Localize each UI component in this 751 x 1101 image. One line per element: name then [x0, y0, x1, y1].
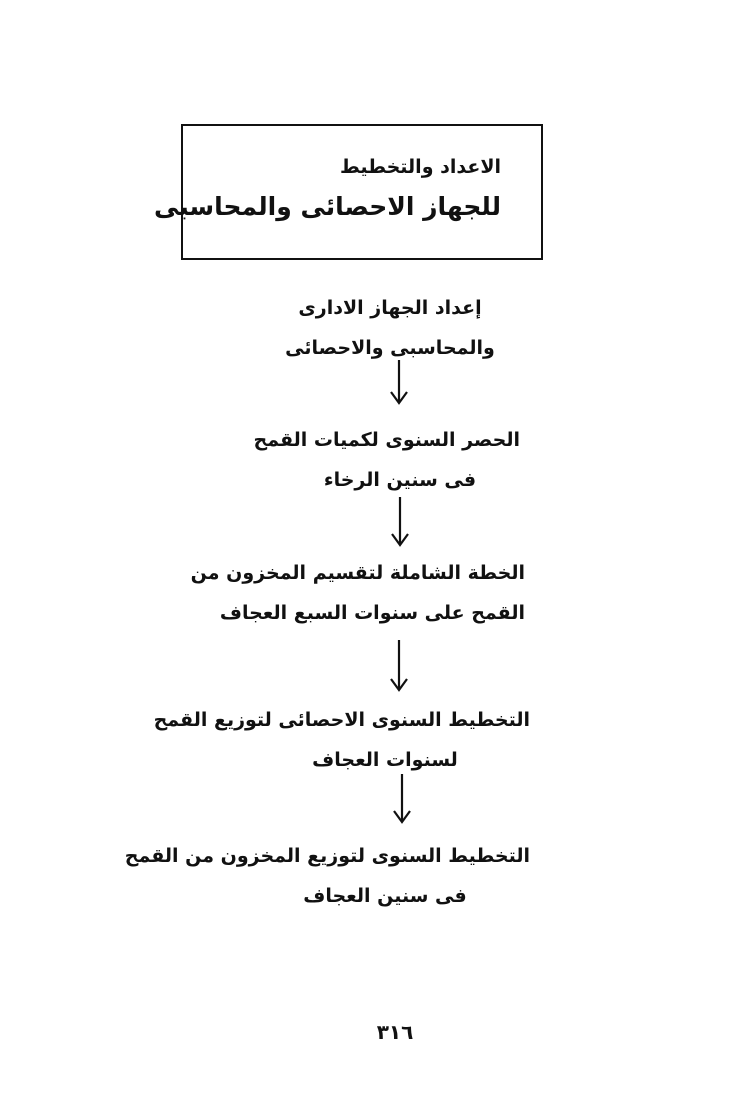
page-number: ٣١٦: [376, 1020, 414, 1044]
flow-step-3: [190, 553, 525, 633]
flow-step-1-line-1: إعداد الجهاز الادارى: [298, 297, 482, 319]
flow-step-5-line-2: فى سنين العجاف: [303, 885, 467, 907]
flow-step-5-line-1: التخطيط السنوى لتوزيع المخزون من القمح: [124, 845, 530, 867]
down-arrow-icon: [389, 360, 409, 405]
flow-step-4: [153, 700, 530, 780]
flow-step-4-line-1: التخطيط السنوى الاحصائى لتوزيع القمح: [153, 709, 530, 731]
flow-step-1: [270, 288, 510, 368]
flow-step-5: [124, 836, 530, 916]
flow-step-1-line-2: والمحاسبى والاحصائى: [285, 337, 495, 359]
title-line-2: للجهاز الاحصائى والمحاسبى: [154, 192, 501, 221]
title-line-1: الاعداد والتخطيط: [339, 156, 501, 178]
flow-step-2-line-1: الحصر السنوى لكميات القمح: [253, 429, 520, 451]
flow-step-3-line-1: الخطة الشاملة لتقسيم المخزون من: [190, 562, 525, 584]
title-box: [154, 124, 543, 260]
flow-step-2: [253, 420, 520, 500]
down-arrow-icon: [389, 640, 409, 692]
down-arrow-icon: [392, 774, 412, 824]
down-arrow-icon: [390, 497, 410, 547]
flow-step-3-line-2: القمح على سنوات السبع العجاف: [219, 602, 525, 624]
flow-step-2-line-2: فى سنين الرخاء: [323, 469, 477, 491]
flow-step-4-line-2: لسنوات العجاف: [312, 749, 458, 771]
